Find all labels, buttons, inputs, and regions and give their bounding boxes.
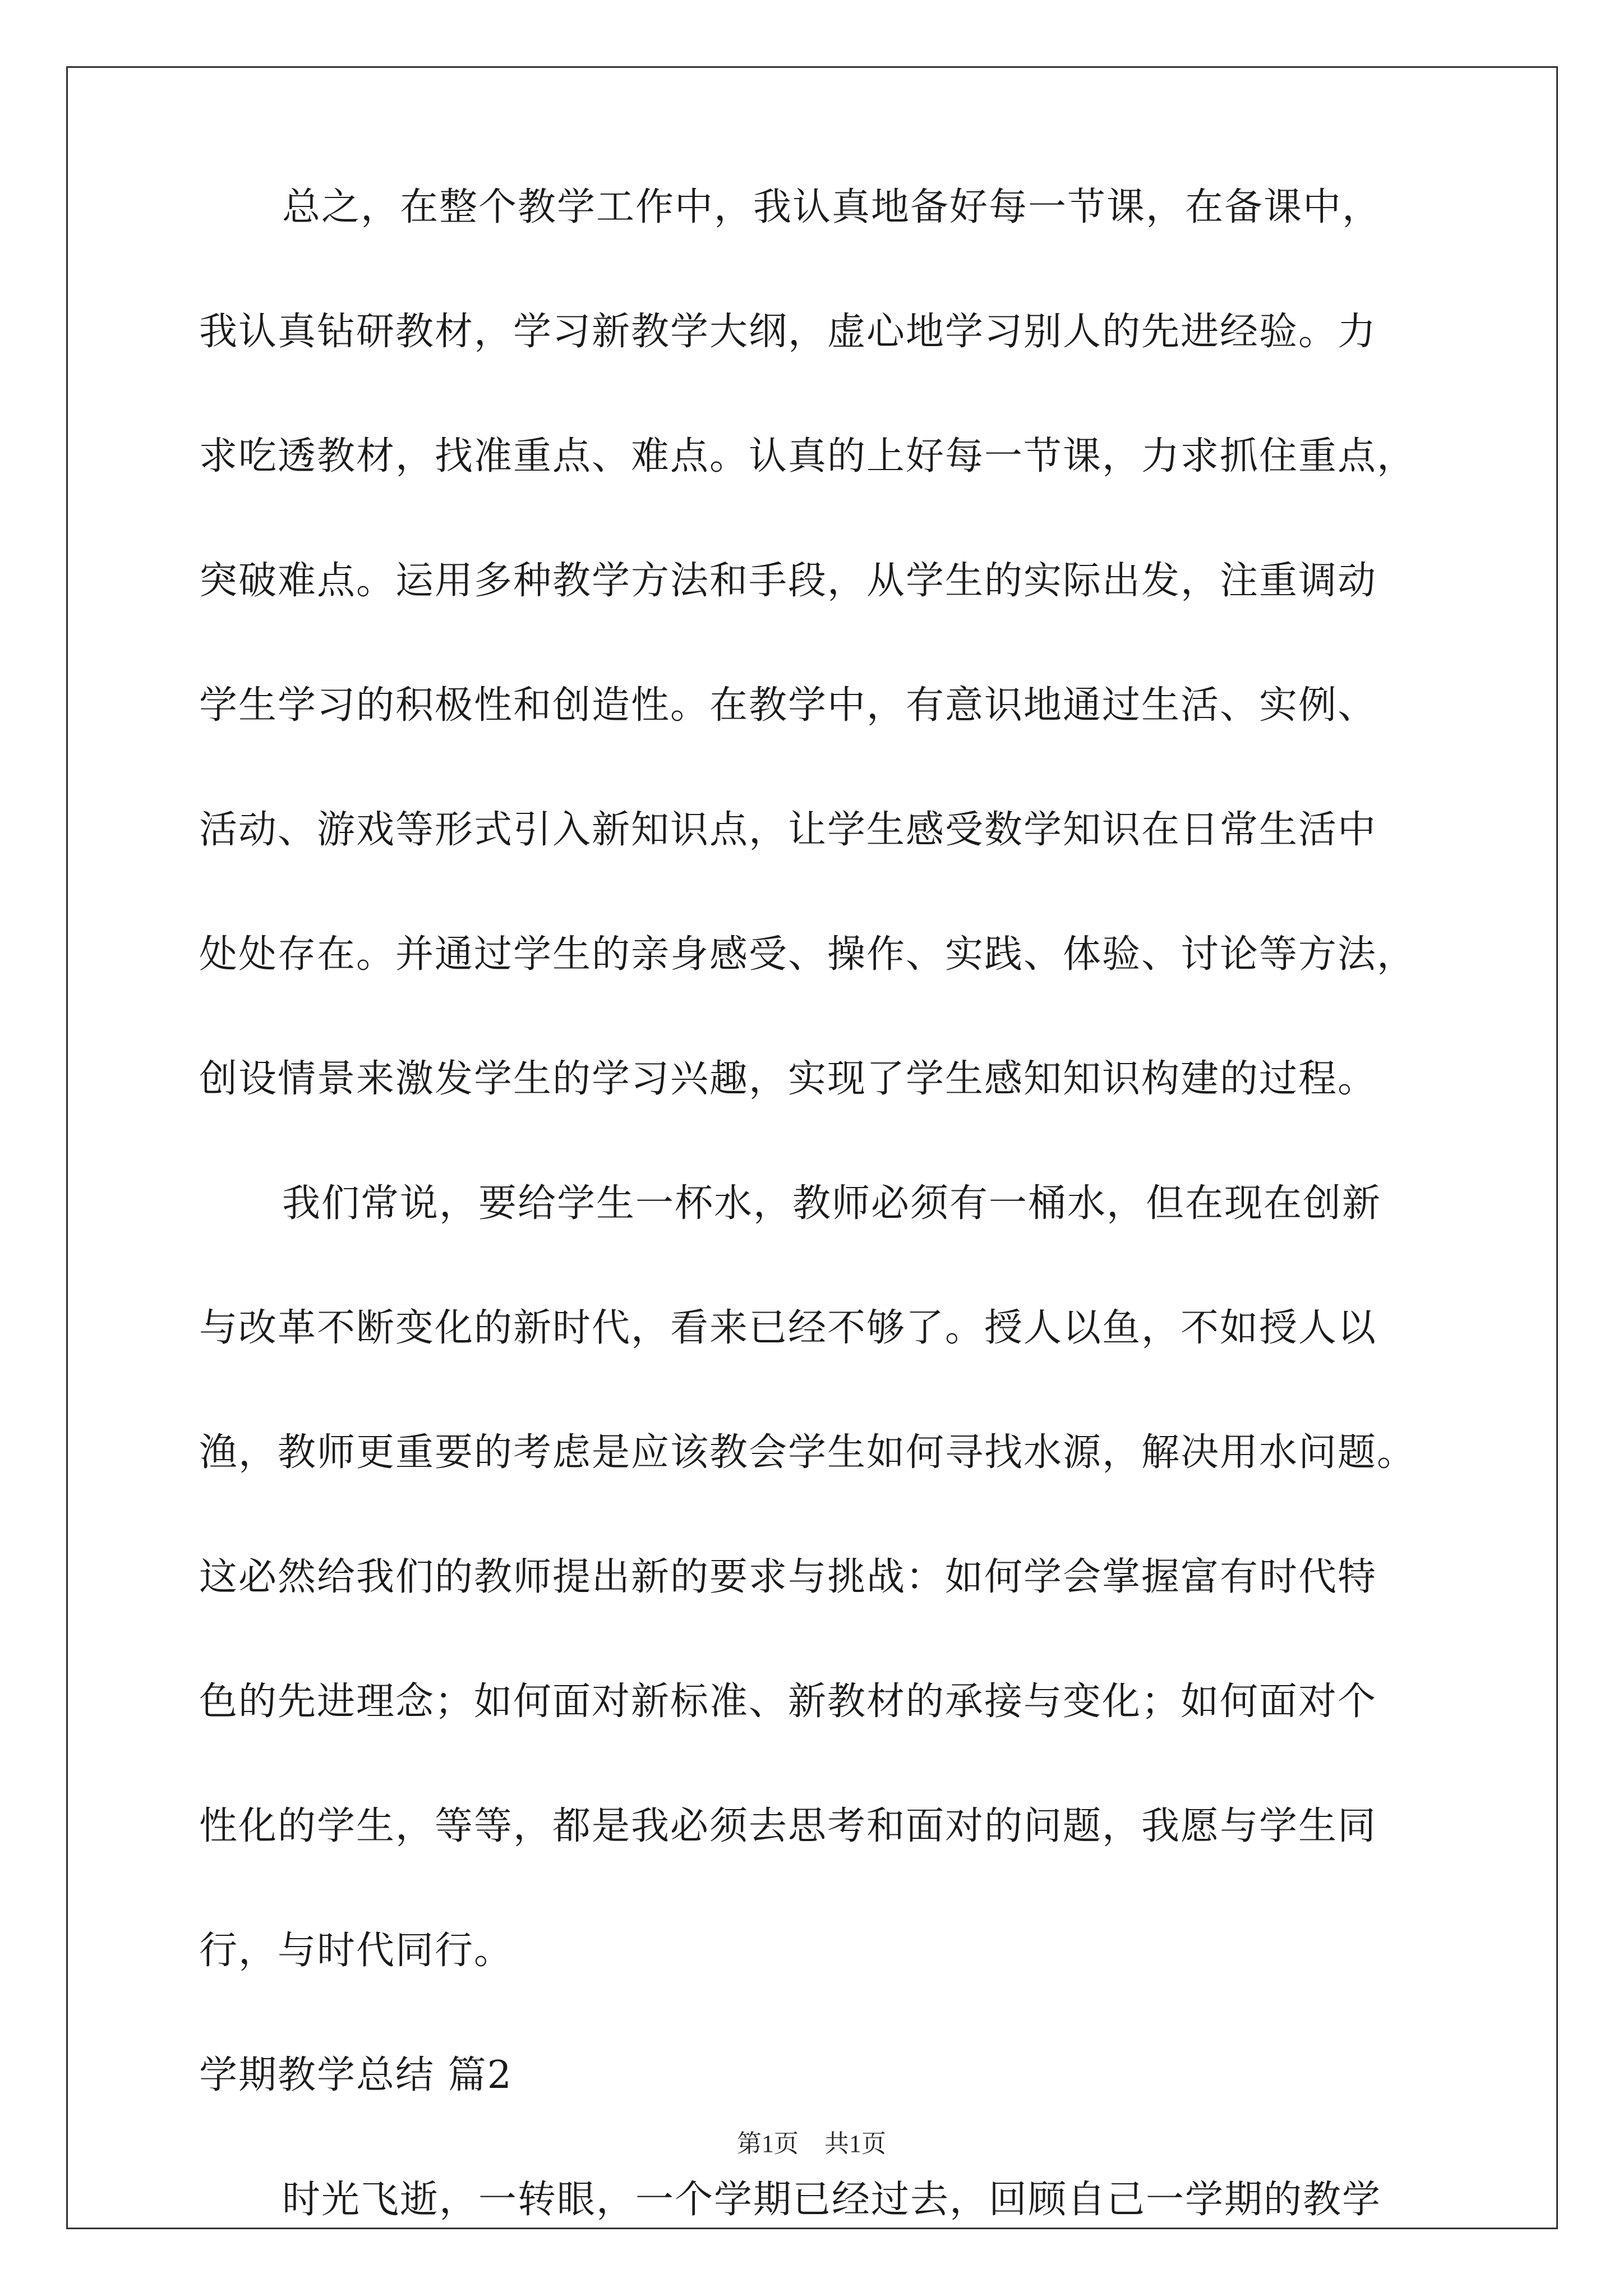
paragraph-2-line: 这必然给我们的教师提出新的要求与挑战：如何学会掌握富有时代特 [199,1555,1377,1599]
page-number-current: 第1页 [737,2130,799,2157]
page-number-total: 共1页 [824,2130,886,2157]
paragraph-1-line: 创设情景来激发学生的学习兴趣，实现了学生感知知识构建的过程。 [199,1057,1377,1101]
paragraph-1-line: 我认真钻研教材，学习新教学大纲，虚心地学习别人的先进经验。力 [199,310,1377,354]
paragraph-2-line: 色的先进理念；如何面对新标准、新教材的承接与变化；如何面对个 [199,1680,1377,1724]
paragraph-3-line: 时光飞逝，一转眼，一个学期已经过去，回顾自己一学期的教学 [282,2178,1382,2222]
section-heading: 学期教学总结 篇2 [199,2053,513,2097]
paragraph-2-line: 我们常说，要给学生一杯水，教师必须有一桶水，但在现在创新 [282,1181,1382,1226]
paragraph-2-line: 行，与时代同行。 [199,1929,514,1973]
page-border [66,66,1558,2229]
paragraph-1-line: 处处存在。并通过学生的亲身感受、操作、实践、体验、讨论等方法， [199,932,1417,977]
paragraph-1-line: 总之，在整个教学工作中，我认真地备好每一节课，在备课中， [282,185,1382,229]
paragraph-1-line: 活动、游戏等形式引入新知识点，让学生感受数学知识在日常生活中 [199,808,1377,852]
paragraph-2-line: 与改革不断变化的新时代，看来已经不够了。授人以鱼，不如授人以 [199,1306,1377,1350]
page-footer [0,2123,1623,2159]
paragraph-2-line: 性化的学生，等等，都是我必须去思考和面对的问题，我愿与学生同 [199,1804,1377,1848]
paragraph-1-line: 求吃透教材，找准重点、难点。认真的上好每一节课，力求抓住重点， [199,434,1417,478]
paragraph-1-line: 学生学习的积极性和创造性。在教学中，有意识地通过生活、实例、 [199,683,1377,728]
paragraph-1-line: 突破难点。运用多种教学方法和手段，从学生的实际出发，注重调动 [199,559,1377,603]
paragraph-2-line: 渔，教师更重要的考虑是应该教会学生如何寻找水源，解决用水问题。 [199,1430,1417,1475]
